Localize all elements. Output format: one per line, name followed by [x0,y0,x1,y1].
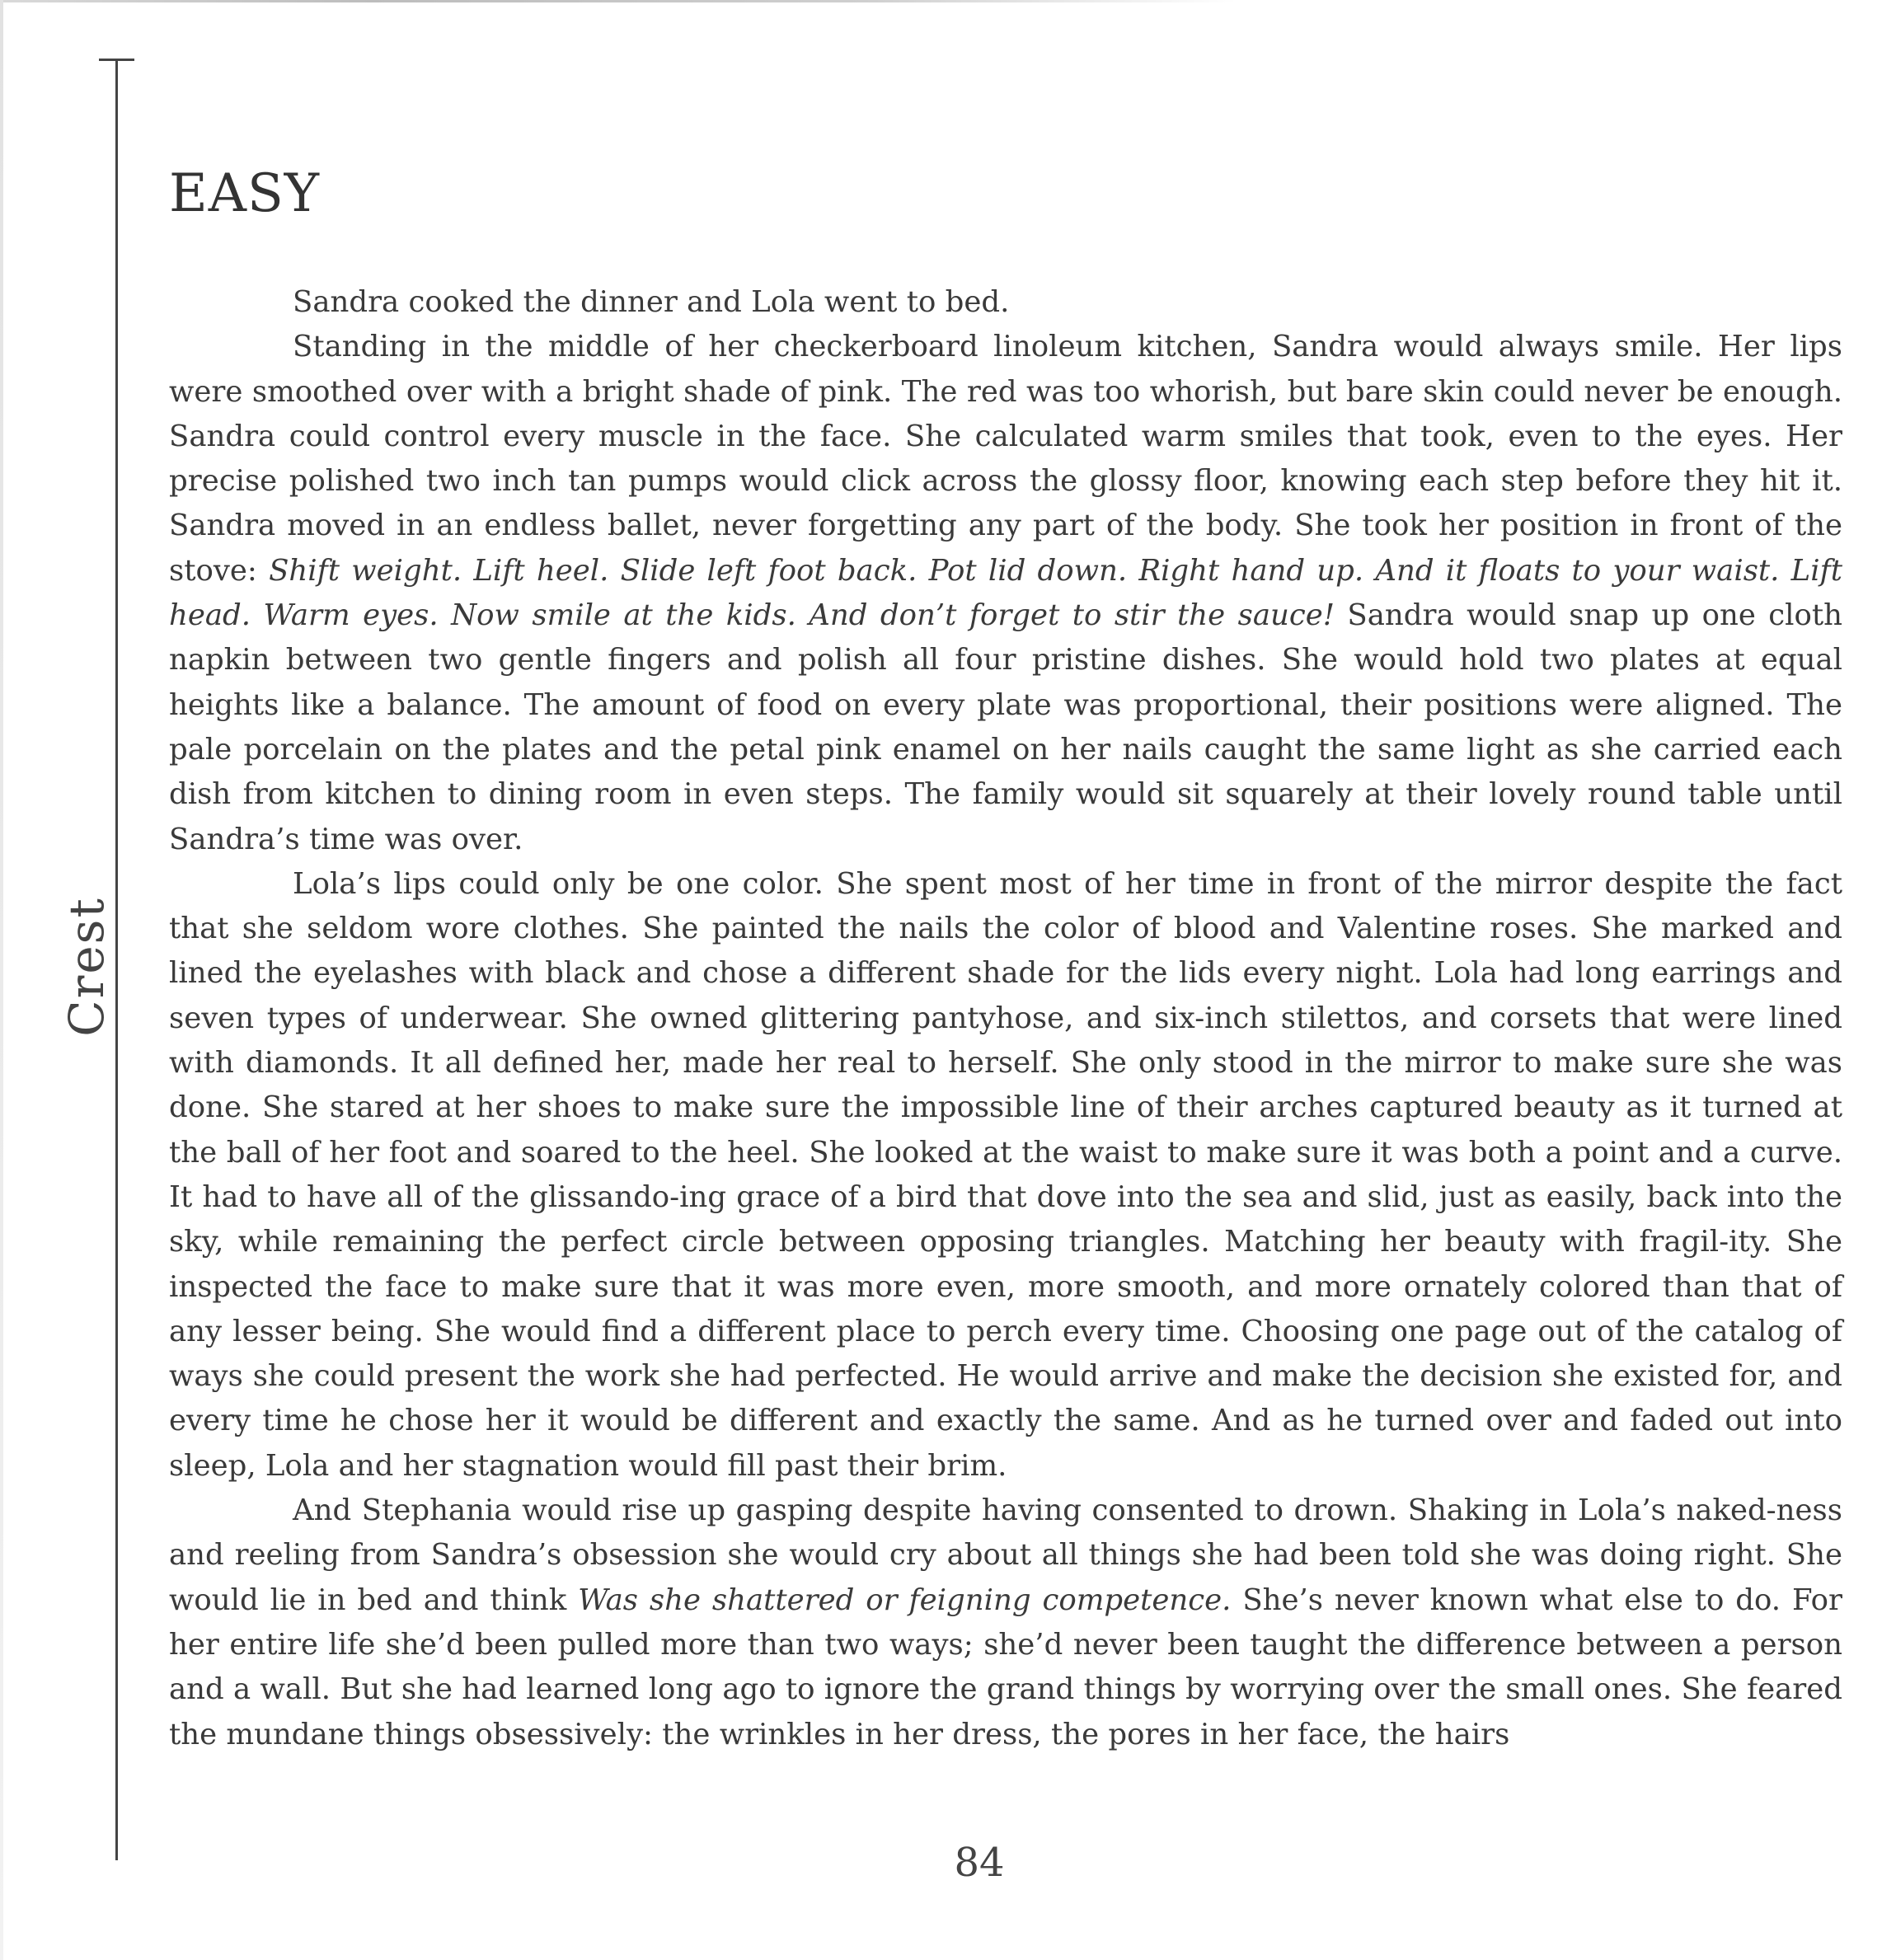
page-top-edge [0,0,1237,2]
paragraph-italic-text: Was she shattered or feigning competence. [578,1583,1232,1617]
paragraph-text: Sandra would snap up one cloth napkin between two gentle fingers and polish all four pristine dishes. She would hold two plates at equal heights like a balance. The amount of food on every plate was proportional, their positions were aligned. The pale porcelain on the plates and the petal pink enamel on her nails caught the same light as she carried each dish from kitchen to dining room in even steps. The family would sit squarely at their lovely round table until Sandra’s time was over. [169,598,1842,856]
paragraph-italic-text: Shift weight. Lift heel. Slide left foot back. Pot lid down. Right hand up. And it floats to your waist. Lift head. Warm eyes. Now smile at the kids. And don’t forget to stir the sauce! [169,553,1842,633]
paragraph-text: She’s never known what else to do. For her entire life she’d been pulled more than two ways; she’d never been taught the difference between a person and a wall. But she had learned long ago to ignore the grand things by worrying over the small ones. She feared the mundane things obsessively: the wrinkles in her dress, the pores in her face, the hairs [169,1583,1842,1751]
paragraph [169,325,1842,862]
paragraph [169,280,1842,325]
paragraph-text: Standing in the middle of her checkerboard linoleum kitchen, Sandra would always smile. Her lips were smoothed over with a bright shade of pink. The red was too whorish, but bare skin could never be enough. Sandra could control every muscle in the face. She calculated warm smiles that took, even to the eyes. Her precise polished two inch tan pumps would click across the glossy floor, knowing each step before they hit it. Sandra moved in an endless ballet, never forgetting any part of the body. She took her position in front of the stove: [169,330,1842,588]
story-title: EASY [169,163,321,224]
paragraph-text: Lola’s lips could only be one color. She spent most of her time in front of the mirror despite the fact that she seldom wore clothes. She painted the nails the color of blood and Valentine roses. She marked and lined the eyelashes with black and chose a different shade for the lids every night. Lola had long earrings and seven types of underwear. She owned glittering pantyhose, and six-inch stilettos, and corsets that were lined with diamonds. It all defined her, made her real to herself. She only stood in the mirror to make sure she was done. She stared at her shoes to make sure the impossible line of their arches captured beauty as it turned at the ball of her foot and soared to the heel. She looked at the waist to make sure it was both a point and a curve. It had to have all of the glissando-ing grace of a bird that dove into the sea and slid, just as easily, back into the sky, while remaining the perfect circle between opposing triangles. Matching her beauty with fragil-ity. She inspected the face to make sure that it was more even, more smooth, and more ornately colored than that of any lesser being. She would find a different place to perch every time. Choosing one page out of the catalog of ways she could present the work she had perfected. He would arrive and make the decision she existed for, and every time he chose her it would be different and exactly the same. And as he turned over and faded out into sleep, Lola and her stagnation would fill past their brim. [169,866,1842,1483]
paragraph-text: And Stephania would rise up gasping despite having consented to drown. Shaking in Lola’s naked-ness and reeling from Sandra’s obsession she would cry about all things she had been told she was doing right. She would lie in bed and think [169,1493,1842,1617]
page-left-edge [0,0,3,1960]
story-body [169,280,1842,1757]
paragraph [169,1489,1842,1757]
margin-rule [115,59,118,1860]
page-number: 84 [954,1840,1005,1886]
paragraph [169,862,1842,1489]
paragraph-text: Sandra cooked the dinner and Lola went to bed. [293,285,1010,319]
running-head: Crest [59,897,115,1037]
